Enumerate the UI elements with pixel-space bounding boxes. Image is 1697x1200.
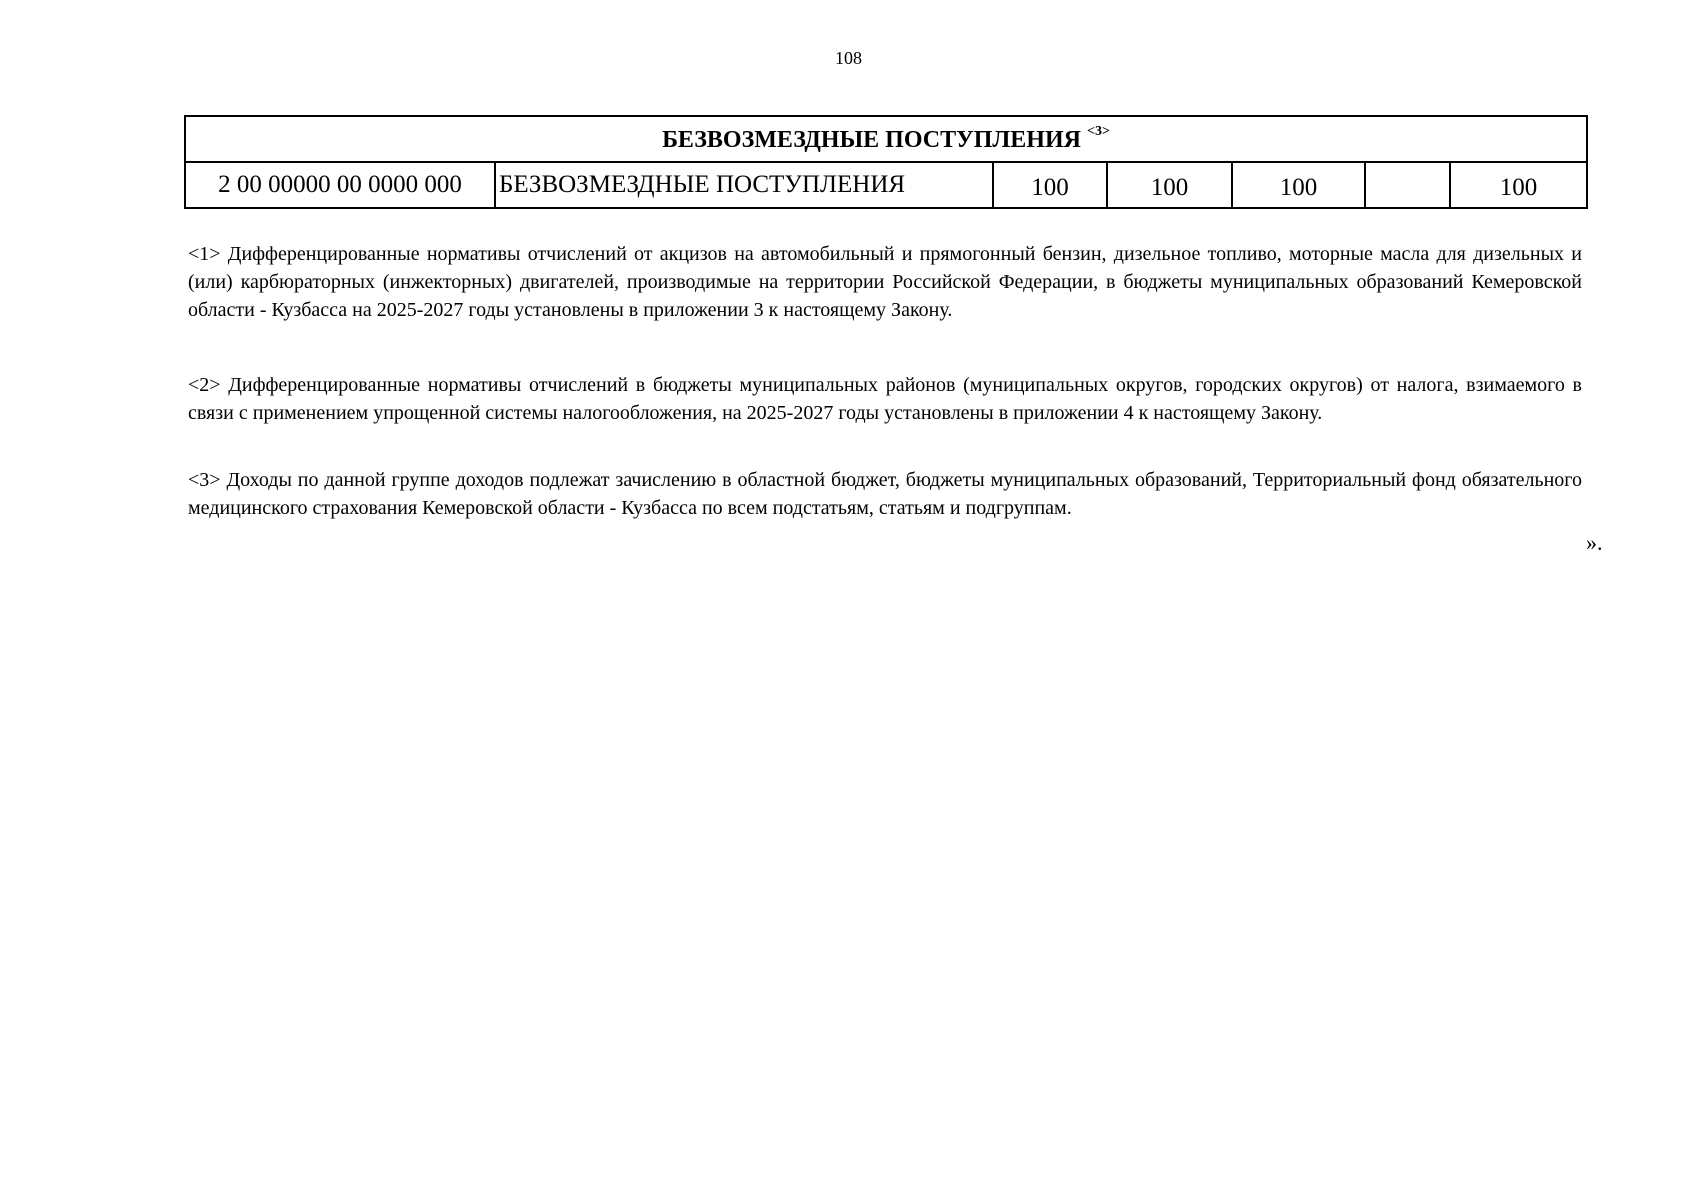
value-cell-5: 100	[1450, 162, 1587, 208]
section-title: БЕЗВОЗМЕЗДНЫЕ ПОСТУПЛЕНИЯ	[662, 127, 1081, 153]
value-cell-4	[1365, 162, 1450, 208]
revenue-table	[184, 115, 1588, 209]
closing-quote-mark: ».	[1586, 530, 1603, 555]
value-cell-1: 100	[993, 162, 1107, 208]
footnote-3: <3> Доходы по данной группе доходов подлежат зачислению в областной бюджет, бюджеты муниципальных образований, Территориальный фонд обязательного медицинского страхования Кемеровской области - Кузбасса по всем подстатьям, статьям и подгруппам.	[188, 469, 1582, 519]
budget-code-cell: 2 00 00000 00 0000 000	[185, 162, 495, 208]
value-cell-3: 100	[1232, 162, 1365, 208]
footnote-2: <2> Дифференцированные нормативы отчислений в бюджеты муниципальных районов (муниципальных округов, городских округов) от налога, взимаемого в связи с применением упрощенной системы налогообложения, на 2025-2027 годы установлены в приложении 4 к настоящему Закону.	[188, 374, 1582, 424]
section-header-row	[185, 116, 1587, 162]
value-cell-2: 100	[1107, 162, 1232, 208]
page-number: 108	[835, 48, 862, 68]
revenue-name-cell: БЕЗВОЗМЕЗДНЫЕ ПОСТУПЛЕНИЯ	[495, 162, 993, 208]
footnote-1: <1> Дифференцированные нормативы отчислений от акцизов на автомобильный и прямогонный бензин, дизельное топливо, моторные масла для дизельных и (или) карбюраторных (инжекторных) двигателей, производимые на территории Российской Федерации, в бюджеты муниципальных образований Кемеровской области - Кузбасса на 2025-2027 годы установлены в приложении 3 к настоящему Закону.	[188, 243, 1582, 321]
section-footnote-ref: <3>	[1086, 124, 1110, 139]
section-header-cell	[185, 116, 1587, 162]
table-row	[185, 162, 1587, 208]
